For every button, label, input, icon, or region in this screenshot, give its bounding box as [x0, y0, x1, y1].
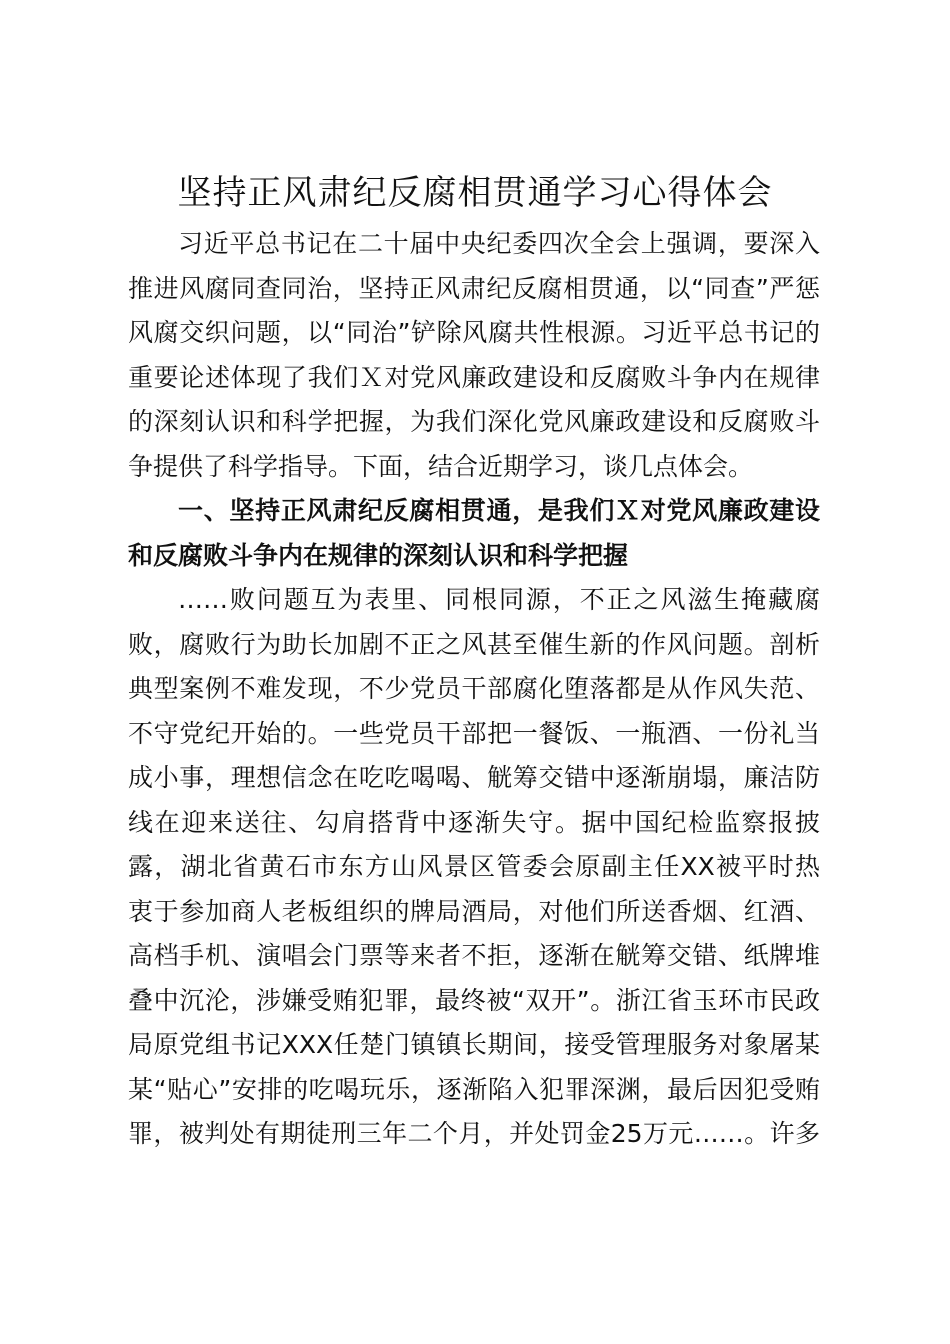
paragraph-line: 争提供了科学指导。下面，结合近期学习，谈几点体会。 — [128, 452, 754, 481]
paragraph-line: 高档手机、演唱会门票等来者不拒，逐渐在觥筹交错、纸牌堆 — [128, 941, 820, 970]
paragraph-line: 重要论述体现了我们Ｘ对党风廉政建设和反腐败斗争内在规律 — [128, 363, 820, 392]
paragraph-line: 某“贴心”安排的吃喝玩乐，逐渐陷入犯罪深渊，最后因犯受贿 — [128, 1075, 820, 1104]
paragraph-line: 成小事，理想信念在吃吃喝喝、觥筹交错中逐渐崩塌，廉洁防 — [128, 763, 820, 792]
document-title: 坚持正风肃纪反腐相贯通学习心得体会 — [177, 173, 773, 213]
paragraph-line: 叠中沉沦，涉嫌受贿犯罪，最终被“双开”。浙江省玉环市民政 — [128, 986, 820, 1015]
paragraph-line: 习近平总书记在二十届中央纪委四次全会上强调，要深入 — [178, 229, 820, 258]
paragraph-line: 衷于参加商人老板组织的牌局酒局，对他们所送香烟、红酒、 — [128, 897, 820, 926]
paragraph-line: 典型案例不难发现，不少党员干部腐化堕落都是从作风失范、 — [128, 674, 820, 703]
paragraph-line: 败，腐败行为助长加剧不正之风甚至催生新的作风问题。剖析 — [128, 630, 820, 659]
paragraph-line: 局原党组书记XXX任楚门镇镇长期间，接受管理服务对象屠某 — [128, 1030, 820, 1059]
section-heading-line: 和反腐败斗争内在规律的深刻认识和科学把握 — [128, 541, 629, 570]
paragraph-line: ……败问题互为表里、同根同源，不正之风滋生掩藏腐 — [178, 585, 820, 614]
paragraph-line: 露，湖北省黄石市东方山风景区管委会原副主任XX被平时热 — [128, 852, 820, 881]
paragraph-line: 线在迎来送往、勾肩搭背中逐渐失守。据中国纪检监察报披 — [128, 808, 820, 837]
paragraph-line: 风腐交织问题，以“同治”铲除风腐共性根源。习近平总书记的 — [128, 318, 820, 347]
paragraph-line: 推进风腐同查同治，坚持正风肃纪反腐相贯通，以“同查”严惩 — [128, 274, 820, 303]
paragraph-line: 不守党纪开始的。一些党员干部把一餐饭、一瓶酒、一份礼当 — [128, 719, 820, 748]
paragraph-line: 罪，被判处有期徒刑三年二个月，并处罚金25万元……。许多 — [128, 1119, 820, 1148]
section-heading-line: 一、坚持正风肃纪反腐相贯通，是我们Ｘ对党风廉政建设 — [178, 496, 820, 525]
paragraph-line: 的深刻认识和科学把握，为我们深化党风廉政建设和反腐败斗 — [128, 407, 820, 436]
